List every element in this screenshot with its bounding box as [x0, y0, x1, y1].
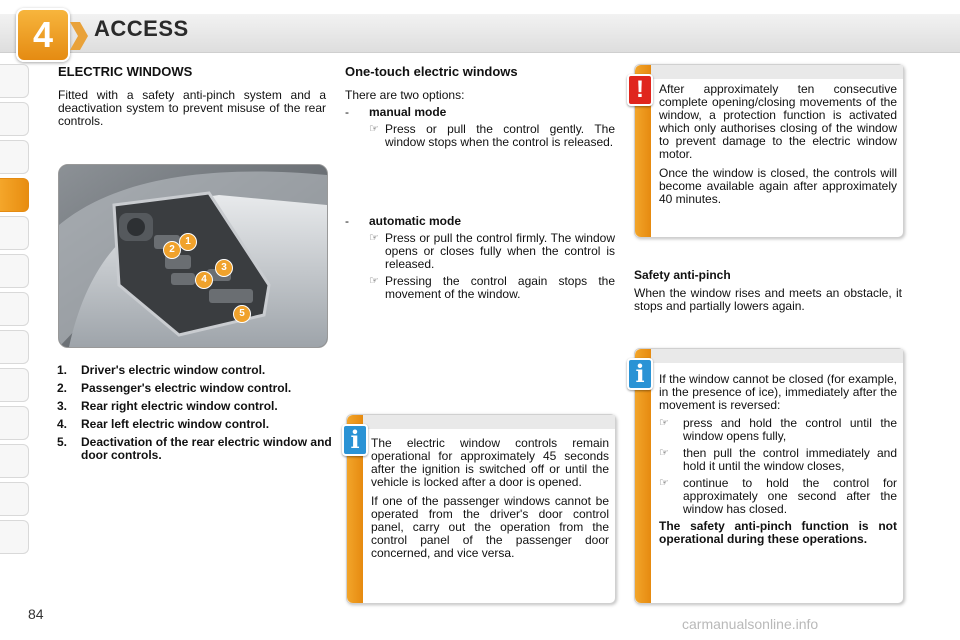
chapter-tab-12[interactable] — [0, 482, 29, 516]
info-box-header — [363, 415, 615, 429]
callout-3: 3 — [215, 259, 233, 277]
manual-mode-section — [345, 105, 615, 153]
legend-item — [57, 418, 332, 431]
door-panel-illustration — [59, 165, 327, 347]
exclamation-icon: ! — [627, 74, 653, 106]
one-touch-title: One-touch electric windows — [345, 64, 518, 79]
legend-number: 4. — [57, 417, 68, 431]
chapter-tab-3[interactable] — [0, 140, 29, 174]
legend-item — [57, 400, 332, 413]
legend-text: Rear right electric window control. — [81, 399, 278, 413]
options-intro: There are two options: — [345, 88, 465, 102]
chapter-tab-9[interactable] — [0, 368, 29, 402]
warning-paragraph: Once the window is closed, the controls will become available again after approximately 40 minutes. — [659, 166, 897, 206]
warning-box — [634, 64, 904, 238]
legend-number: 5. — [57, 435, 68, 449]
info-paragraph: The electric window controls remain operational for approximately 45 seconds after the ignition is switched off or until the vehicle is locked after a door is opened. — [371, 436, 609, 489]
page-number: 84 — [28, 606, 44, 622]
automatic-step — [369, 275, 615, 301]
callout-4: 4 — [195, 271, 213, 289]
right-info-step — [659, 417, 897, 443]
warning-paragraph: After approximately ten consecutive complete opening/closing movements of the window, a protection function is activated which only authorises closing of the window to prevent damage to the electric window motor. — [659, 82, 897, 161]
legend-text: Passenger's electric window control. — [81, 381, 292, 395]
chapter-tab-4-active[interactable] — [0, 178, 29, 212]
chapter-number-tab: 4 — [16, 8, 70, 62]
chapter-tab-5[interactable] — [0, 216, 29, 250]
chapter-tab-10[interactable] — [0, 406, 29, 440]
right-info-note: The safety anti-pinch function is not operational during these operations. — [659, 519, 897, 546]
manual-mode-label: manual mode — [369, 105, 447, 119]
warning-text — [659, 83, 897, 212]
right-info-step — [659, 477, 897, 516]
legend-item — [57, 436, 332, 462]
chapter-title: ACCESS — [94, 16, 189, 41]
automatic-step-text: Pressing the control again stops the movement of the window. — [385, 274, 615, 301]
callout-2: 2 — [163, 241, 181, 259]
electric-windows-intro: Fitted with a safety anti-pinch system and a deactivation system to prevent misuse of the rear controls. — [58, 88, 326, 128]
watermark: carmanualsonline.info — [682, 616, 819, 632]
legend-text: Rear left electric window control. — [81, 417, 270, 431]
middle-info-text — [371, 437, 609, 566]
info-icon: i — [342, 424, 368, 456]
right-info-step-text: press and hold the control until the window opens fully, — [683, 416, 897, 443]
safety-anti-pinch-text: When the window rises and meets an obstacle, it stops and partially lowers again. — [634, 286, 902, 313]
pointing-hand-icon: ☞ — [659, 417, 669, 429]
chapter-tab-13[interactable] — [0, 520, 29, 554]
legend-number: 1. — [57, 363, 68, 377]
chapter-tab-1[interactable] — [0, 64, 29, 98]
manual-step-text: Press or pull the control gently. The window stops when the control is released. — [385, 122, 615, 149]
callout-5: 5 — [233, 305, 251, 323]
right-info-content — [659, 373, 897, 546]
chapter-tab-2[interactable] — [0, 102, 29, 136]
chapter-tab-6[interactable] — [0, 254, 29, 288]
right-info-step-text: continue to hold the control for approximately one second after the window has closed. — [683, 476, 897, 516]
legend-item — [57, 364, 332, 377]
warning-box-header — [651, 65, 903, 79]
pointing-hand-icon: ☞ — [659, 447, 669, 459]
info-box-header — [651, 349, 903, 363]
info-icon: i — [627, 358, 653, 390]
automatic-step-text: Press or pull the control firmly. The window opens or closes fully when the control is released. — [385, 231, 615, 271]
controls-legend — [57, 364, 332, 467]
info-paragraph: If one of the passenger windows cannot be operated from the driver's door control panel, carry out the operation from the control panel of the passenger door concerned, and vice versa. — [371, 494, 609, 560]
chapter-tab-11[interactable] — [0, 444, 29, 478]
pointing-hand-icon: ☞ — [659, 477, 669, 489]
callout-1: 1 — [179, 233, 197, 251]
chapter-arrow-decoration — [70, 22, 88, 50]
legend-number: 3. — [57, 399, 68, 413]
middle-info-box — [346, 414, 616, 604]
chapter-tab-8[interactable] — [0, 330, 29, 364]
safety-anti-pinch-title: Safety anti-pinch — [634, 268, 731, 282]
legend-item — [57, 382, 332, 395]
right-info-intro: If the window cannot be closed (for example, in the presence of ice), immediately after the movement is reversed: — [659, 372, 897, 412]
pointing-hand-icon: ☞ — [369, 275, 379, 287]
electric-windows-title: ELECTRIC WINDOWS — [58, 64, 193, 79]
pointing-hand-icon: ☞ — [369, 123, 379, 135]
right-info-step-text: then pull the control immediately and hold it until the window closes, — [683, 446, 897, 473]
automatic-mode-label: automatic mode — [369, 214, 462, 228]
pointing-hand-icon: ☞ — [369, 232, 379, 244]
legend-text: Driver's electric window control. — [81, 363, 266, 377]
right-info-box — [634, 348, 904, 604]
door-control-panel-photo — [58, 164, 328, 348]
manual-step — [369, 123, 615, 149]
chapter-tab-7[interactable] — [0, 292, 29, 326]
legend-text: Deactivation of the rear electric window and door controls. — [81, 435, 332, 462]
automatic-mode-section — [345, 214, 615, 305]
dash: - — [345, 214, 349, 228]
right-info-step — [659, 447, 897, 473]
legend-number: 2. — [57, 381, 68, 395]
automatic-step — [369, 232, 615, 271]
chapter-tabs — [0, 64, 34, 558]
dash: - — [345, 105, 349, 119]
